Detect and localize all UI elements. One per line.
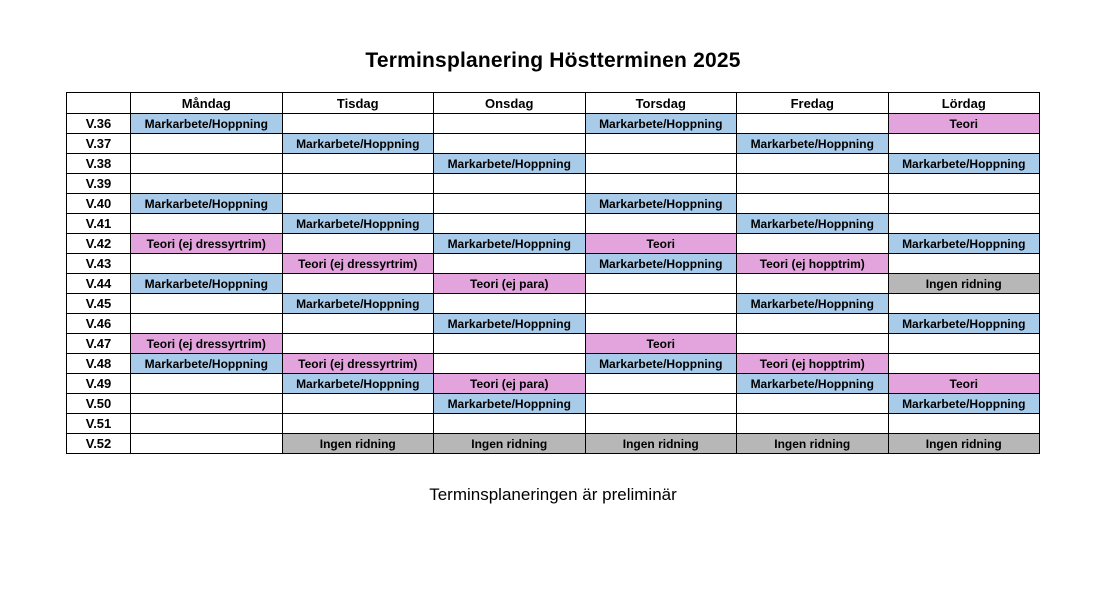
table-row bbox=[67, 434, 1040, 454]
schedule-cell bbox=[434, 334, 586, 354]
schedule-cell: Markarbete/Hoppning bbox=[434, 314, 586, 334]
schedule-cell: Markarbete/Hoppning bbox=[434, 394, 586, 414]
schedule-cell bbox=[737, 414, 889, 434]
schedule-cell: Teori (ej hopptrim) bbox=[737, 254, 889, 274]
corner-cell bbox=[67, 93, 131, 114]
day-header: Tisdag bbox=[282, 93, 434, 114]
week-label: V.46 bbox=[67, 314, 131, 334]
schedule-cell: Teori bbox=[888, 374, 1040, 394]
table-row bbox=[67, 314, 1040, 334]
schedule-cell: Ingen ridning bbox=[888, 274, 1040, 294]
day-header: Torsdag bbox=[585, 93, 737, 114]
schedule-cell bbox=[434, 214, 586, 234]
schedule-cell bbox=[585, 214, 737, 234]
schedule-cell bbox=[282, 154, 434, 174]
header-row bbox=[67, 93, 1040, 114]
schedule-cell: Markarbete/Hoppning bbox=[737, 294, 889, 314]
week-label: V.39 bbox=[67, 174, 131, 194]
schedule-cell bbox=[585, 314, 737, 334]
schedule-cell: Teori bbox=[585, 234, 737, 254]
schedule-cell bbox=[131, 134, 283, 154]
schedule-cell: Markarbete/Hoppning bbox=[131, 194, 283, 214]
week-label: V.51 bbox=[67, 414, 131, 434]
schedule-cell: Markarbete/Hoppning bbox=[282, 294, 434, 314]
schedule-cell: Markarbete/Hoppning bbox=[434, 154, 586, 174]
schedule-cell bbox=[585, 374, 737, 394]
week-label: V.47 bbox=[67, 334, 131, 354]
schedule-cell: Markarbete/Hoppning bbox=[282, 374, 434, 394]
schedule-cell: Ingen ridning bbox=[888, 434, 1040, 454]
schedule-cell bbox=[888, 194, 1040, 214]
schedule-cell: Markarbete/Hoppning bbox=[282, 214, 434, 234]
schedule-cell bbox=[585, 154, 737, 174]
schedule-cell bbox=[282, 274, 434, 294]
schedule-table bbox=[66, 92, 1040, 454]
schedule-cell bbox=[131, 254, 283, 274]
schedule-cell: Markarbete/Hoppning bbox=[585, 254, 737, 274]
schedule-cell: Markarbete/Hoppning bbox=[282, 134, 434, 154]
schedule-cell bbox=[888, 334, 1040, 354]
schedule-cell: Teori (ej dressyrtrim) bbox=[282, 354, 434, 374]
day-header: Måndag bbox=[131, 93, 283, 114]
week-label: V.49 bbox=[67, 374, 131, 394]
schedule-cell: Markarbete/Hoppning bbox=[888, 234, 1040, 254]
table-row bbox=[67, 214, 1040, 234]
schedule-cell: Markarbete/Hoppning bbox=[585, 194, 737, 214]
schedule-cell: Markarbete/Hoppning bbox=[131, 354, 283, 374]
schedule-cell bbox=[131, 214, 283, 234]
week-label: V.45 bbox=[67, 294, 131, 314]
table-row bbox=[67, 234, 1040, 254]
week-label: V.48 bbox=[67, 354, 131, 374]
schedule-cell bbox=[282, 234, 434, 254]
schedule-cell: Markarbete/Hoppning bbox=[888, 394, 1040, 414]
schedule-cell bbox=[585, 394, 737, 414]
table-row bbox=[67, 354, 1040, 374]
day-header: Onsdag bbox=[434, 93, 586, 114]
schedule-cell bbox=[585, 414, 737, 434]
schedule-cell bbox=[282, 194, 434, 214]
schedule-cell bbox=[434, 114, 586, 134]
schedule-cell: Ingen ridning bbox=[434, 434, 586, 454]
day-header: Lördag bbox=[888, 93, 1040, 114]
schedule-cell bbox=[888, 254, 1040, 274]
schedule-cell: Teori (ej para) bbox=[434, 374, 586, 394]
schedule-cell bbox=[434, 134, 586, 154]
schedule-cell bbox=[585, 294, 737, 314]
table-row bbox=[67, 394, 1040, 414]
week-label: V.36 bbox=[67, 114, 131, 134]
schedule-cell bbox=[131, 314, 283, 334]
schedule-cell: Teori bbox=[585, 334, 737, 354]
week-label: V.50 bbox=[67, 394, 131, 414]
schedule-cell bbox=[282, 114, 434, 134]
schedule-cell bbox=[282, 314, 434, 334]
week-label: V.41 bbox=[67, 214, 131, 234]
schedule-cell bbox=[131, 414, 283, 434]
schedule-cell bbox=[434, 354, 586, 374]
schedule-cell bbox=[131, 394, 283, 414]
schedule-cell: Markarbete/Hoppning bbox=[585, 114, 737, 134]
schedule-cell bbox=[888, 134, 1040, 154]
schedule-cell bbox=[737, 314, 889, 334]
schedule-table-body bbox=[67, 114, 1040, 454]
week-label: V.37 bbox=[67, 134, 131, 154]
schedule-cell bbox=[434, 414, 586, 434]
table-row bbox=[67, 134, 1040, 154]
schedule-cell bbox=[131, 294, 283, 314]
table-row bbox=[67, 414, 1040, 434]
schedule-cell bbox=[737, 394, 889, 414]
schedule-cell bbox=[888, 214, 1040, 234]
schedule-cell bbox=[131, 174, 283, 194]
schedule-cell: Ingen ridning bbox=[282, 434, 434, 454]
schedule-cell: Teori (ej dressyrtrim) bbox=[131, 334, 283, 354]
week-label: V.42 bbox=[67, 234, 131, 254]
week-label: V.52 bbox=[67, 434, 131, 454]
schedule-cell bbox=[737, 274, 889, 294]
schedule-cell bbox=[888, 174, 1040, 194]
schedule-cell bbox=[131, 154, 283, 174]
schedule-cell bbox=[131, 374, 283, 394]
schedule-cell: Teori bbox=[888, 114, 1040, 134]
schedule-cell: Markarbete/Hoppning bbox=[737, 214, 889, 234]
table-row bbox=[67, 174, 1040, 194]
schedule-cell: Teori (ej dressyrtrim) bbox=[131, 234, 283, 254]
page-title: Terminsplanering Höstterminen 2025 bbox=[365, 49, 741, 72]
schedule-cell: Markarbete/Hoppning bbox=[434, 234, 586, 254]
page-container bbox=[66, 0, 1040, 505]
table-row bbox=[67, 254, 1040, 274]
schedule-cell bbox=[282, 334, 434, 354]
schedule-cell: Markarbete/Hoppning bbox=[585, 354, 737, 374]
week-label: V.38 bbox=[67, 154, 131, 174]
schedule-cell bbox=[737, 334, 889, 354]
schedule-cell bbox=[888, 354, 1040, 374]
schedule-cell: Markarbete/Hoppning bbox=[888, 154, 1040, 174]
schedule-cell bbox=[282, 174, 434, 194]
schedule-cell bbox=[737, 234, 889, 254]
schedule-cell bbox=[737, 154, 889, 174]
schedule-cell: Ingen ridning bbox=[737, 434, 889, 454]
schedule-cell: Teori (ej dressyrtrim) bbox=[282, 254, 434, 274]
table-row bbox=[67, 154, 1040, 174]
schedule-cell bbox=[434, 254, 586, 274]
table-row bbox=[67, 374, 1040, 394]
schedule-cell bbox=[585, 134, 737, 154]
schedule-cell bbox=[888, 294, 1040, 314]
schedule-cell bbox=[737, 194, 889, 214]
schedule-cell bbox=[585, 174, 737, 194]
schedule-cell bbox=[888, 414, 1040, 434]
schedule-cell: Markarbete/Hoppning bbox=[737, 374, 889, 394]
schedule-cell: Teori (ej para) bbox=[434, 274, 586, 294]
schedule-cell bbox=[282, 394, 434, 414]
schedule-cell bbox=[282, 414, 434, 434]
schedule-cell: Markarbete/Hoppning bbox=[131, 274, 283, 294]
schedule-cell bbox=[737, 174, 889, 194]
schedule-cell bbox=[434, 174, 586, 194]
schedule-cell: Ingen ridning bbox=[585, 434, 737, 454]
week-label: V.40 bbox=[67, 194, 131, 214]
table-row bbox=[67, 274, 1040, 294]
footer-note: Terminsplaneringen är preliminär bbox=[429, 485, 677, 504]
schedule-cell: Teori (ej hopptrim) bbox=[737, 354, 889, 374]
schedule-cell: Markarbete/Hoppning bbox=[131, 114, 283, 134]
schedule-cell bbox=[737, 114, 889, 134]
schedule-cell bbox=[434, 294, 586, 314]
table-row bbox=[67, 114, 1040, 134]
table-row bbox=[67, 334, 1040, 354]
table-row bbox=[67, 294, 1040, 314]
schedule-cell bbox=[131, 434, 283, 454]
schedule-cell: Markarbete/Hoppning bbox=[737, 134, 889, 154]
day-header: Fredag bbox=[737, 93, 889, 114]
week-label: V.43 bbox=[67, 254, 131, 274]
schedule-cell bbox=[434, 194, 586, 214]
schedule-cell: Markarbete/Hoppning bbox=[888, 314, 1040, 334]
schedule-table-header bbox=[67, 93, 1040, 114]
table-row bbox=[67, 194, 1040, 214]
schedule-cell bbox=[585, 274, 737, 294]
week-label: V.44 bbox=[67, 274, 131, 294]
